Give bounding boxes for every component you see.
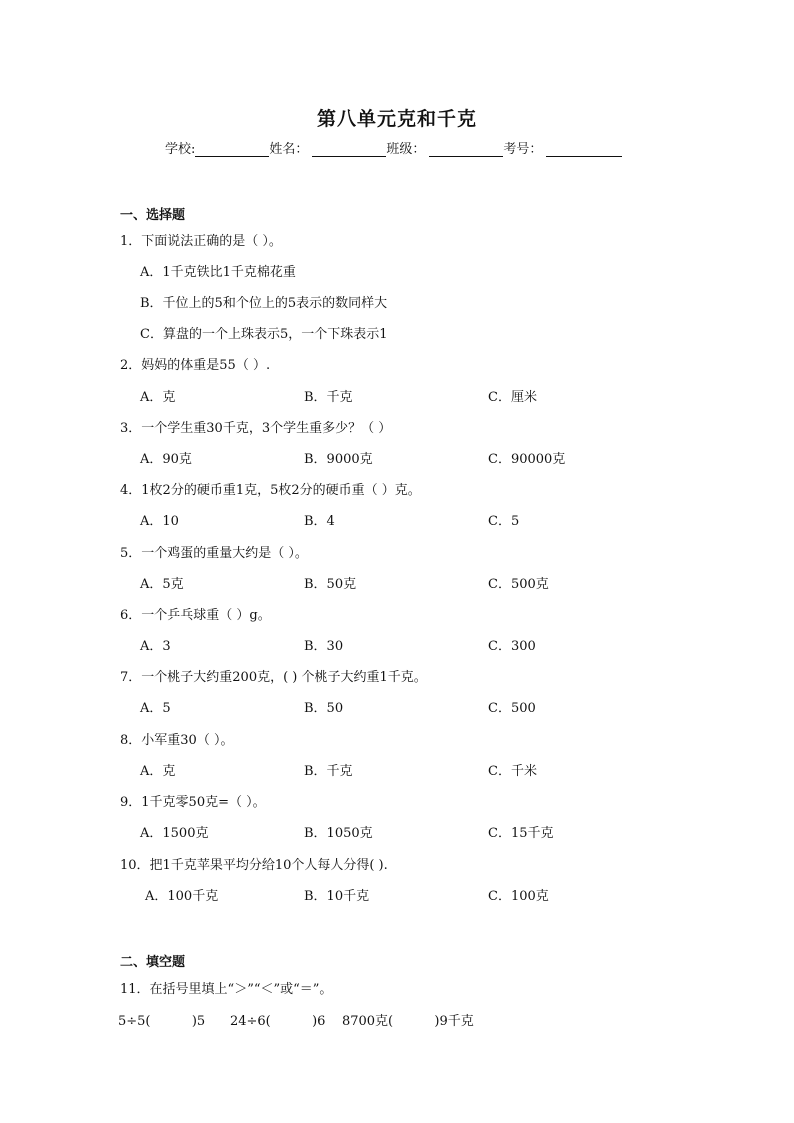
name-blank[interactable] bbox=[312, 141, 386, 157]
question-7-option-b[interactable]: B．50 bbox=[304, 701, 344, 716]
question-7-stem: 7．一个桃子大约重200克，( ) 个桃子大约重1千克。 bbox=[120, 670, 427, 685]
question-2-option-b[interactable]: B．千克 bbox=[304, 390, 353, 405]
question-9-option-c[interactable]: C．15千克 bbox=[488, 826, 554, 841]
question-3-option-b[interactable]: B．9000克 bbox=[304, 452, 373, 467]
question-10-option-a[interactable]: A．100千克 bbox=[145, 889, 219, 904]
question-6-option-c[interactable]: C．300 bbox=[488, 639, 536, 654]
question-2-stem: 2．妈妈的体重是55（ ）. bbox=[120, 358, 271, 373]
number-label: 考号： bbox=[503, 142, 543, 157]
question-2-option-c[interactable]: C．厘米 bbox=[488, 390, 537, 405]
question-2-option-a[interactable]: A．克 bbox=[140, 390, 176, 405]
page-title: 第八单元克和千克 bbox=[316, 108, 477, 130]
question-3-stem: 3．一个学生重30千克，3个学生重多少？（ ） bbox=[120, 421, 392, 436]
question-6-stem: 6．一个乒乓球重（ ）g。 bbox=[120, 608, 271, 623]
question-3-option-a[interactable]: A．90克 bbox=[140, 452, 192, 467]
question-10-stem: 10．把1千克苹果平均分给10个人每人分得( ). bbox=[120, 858, 388, 873]
question-7-option-a[interactable]: A．5 bbox=[140, 701, 171, 716]
section-heading-choice: 一、选择题 bbox=[120, 208, 186, 223]
question-8-option-b[interactable]: B．千克 bbox=[304, 764, 353, 779]
question-11-stem: 11．在括号里填上“＞”“＜”或“＝”。 bbox=[120, 982, 333, 997]
question-11-items[interactable]: 5÷5( )5 24÷6( )6 8700克( )9千克 bbox=[118, 1014, 474, 1029]
question-4-option-a[interactable]: A．10 bbox=[140, 514, 179, 529]
question-8-option-a[interactable]: A．克 bbox=[140, 764, 176, 779]
question-1-option-c[interactable]: C．算盘的一个上珠表示5，一个下珠表示1 bbox=[140, 327, 388, 342]
question-3-option-c[interactable]: C．90000克 bbox=[488, 452, 566, 467]
name-label: 姓名： bbox=[269, 142, 309, 157]
question-5-stem: 5．一个鸡蛋的重量大约是（ ）。 bbox=[120, 546, 308, 561]
question-9-option-a[interactable]: A．1500克 bbox=[140, 826, 209, 841]
student-info-row bbox=[165, 138, 622, 157]
question-5-option-b[interactable]: B．50克 bbox=[304, 577, 357, 592]
question-9-stem: 9．1千克零50克=（ ）。 bbox=[120, 795, 266, 810]
question-9-option-b[interactable]: B．1050克 bbox=[304, 826, 373, 841]
question-8-option-c[interactable]: C．千米 bbox=[488, 764, 537, 779]
class-label: 班级： bbox=[386, 142, 426, 157]
question-10-option-c[interactable]: C．100克 bbox=[488, 889, 549, 904]
question-5-option-a[interactable]: A．5克 bbox=[140, 577, 184, 592]
class-blank[interactable] bbox=[429, 141, 503, 157]
school-blank[interactable] bbox=[195, 141, 269, 157]
school-label: 学校: bbox=[165, 142, 196, 157]
question-1-option-a[interactable]: A．1千克铁比1千克棉花重 bbox=[140, 265, 296, 280]
question-5-option-c[interactable]: C．500克 bbox=[488, 577, 549, 592]
question-1-option-b[interactable]: B．千位上的5和个位上的5表示的数同样大 bbox=[140, 296, 388, 311]
question-6-option-b[interactable]: B．30 bbox=[304, 639, 344, 654]
question-7-option-c[interactable]: C．500 bbox=[488, 701, 536, 716]
section-heading-fill-blank: 二、填空题 bbox=[120, 955, 186, 970]
question-4-option-c[interactable]: C．5 bbox=[488, 514, 520, 529]
question-4-stem: 4．1枚2分的硬币重1克，5枚2分的硬币重（ ）克。 bbox=[120, 483, 421, 498]
question-1-stem: 1．下面说法正确的是（ ）。 bbox=[120, 234, 282, 249]
question-6-option-a[interactable]: A．3 bbox=[140, 639, 171, 654]
number-blank[interactable] bbox=[546, 141, 622, 157]
question-8-stem: 8．小军重30（ ）。 bbox=[120, 733, 234, 748]
question-10-option-b[interactable]: B．10千克 bbox=[304, 889, 370, 904]
question-4-option-b[interactable]: B．4 bbox=[304, 514, 335, 529]
